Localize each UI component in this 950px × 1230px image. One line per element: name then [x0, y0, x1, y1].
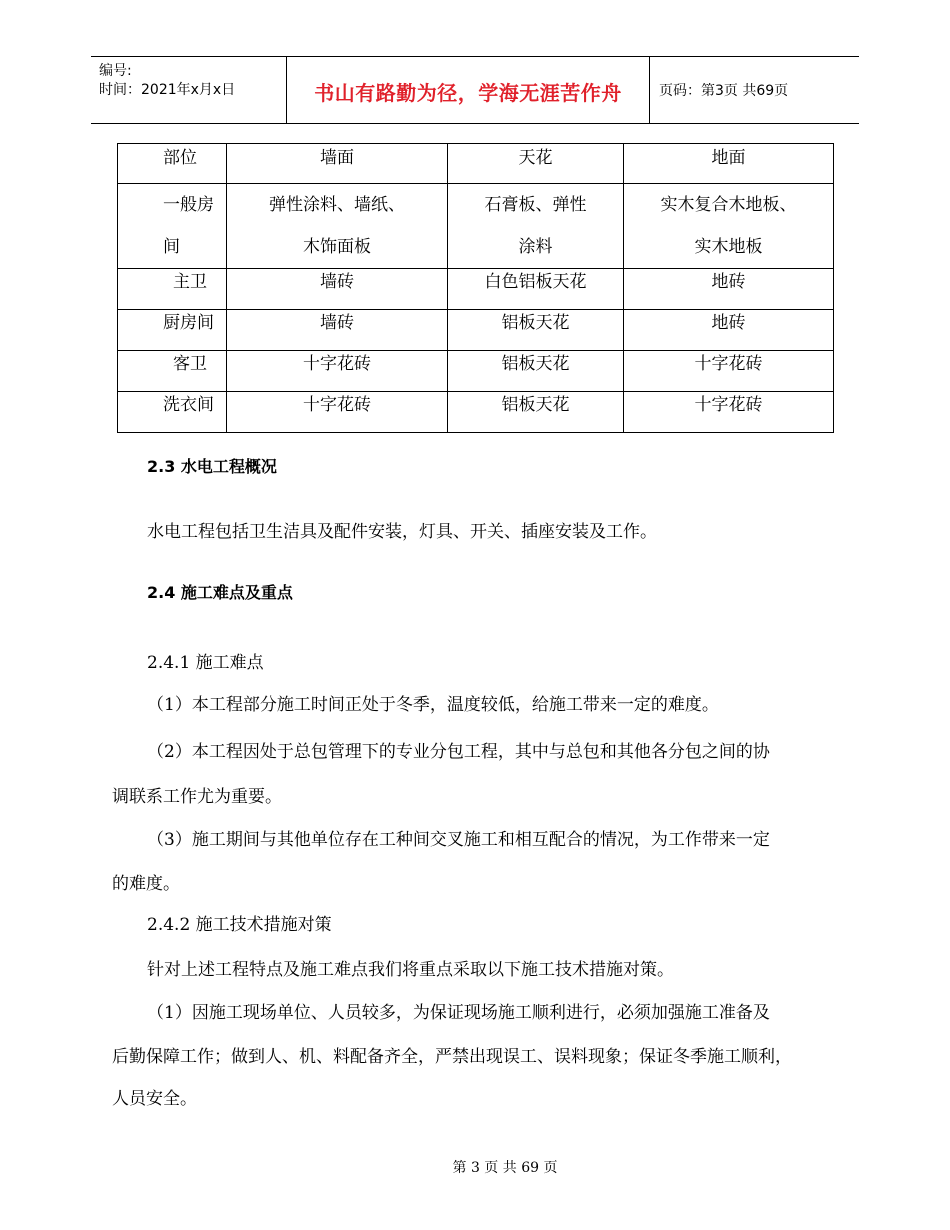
- table-row: [118, 310, 834, 351]
- header-motto: 书山有路勤为径，学海无涯苦作舟: [314, 81, 622, 105]
- table-cell: 铝板天花: [448, 310, 624, 351]
- paragraph: （1）因施工现场单位、人员较多，为保证现场施工顺利进行，必须加强施工准备及: [147, 1003, 770, 1023]
- table-row: [118, 392, 834, 433]
- table-cell: 十字花砖: [227, 351, 448, 392]
- paragraph-continuation: 的难度。: [112, 874, 180, 894]
- table-cell: 石膏板、弹性 涂料: [448, 184, 624, 269]
- table-cell: 十字花砖: [624, 351, 834, 392]
- code-label: 编号:: [99, 63, 132, 79]
- table-cell: 地砖: [624, 269, 834, 310]
- table-cell: 地砖: [624, 310, 834, 351]
- paragraph: 水电工程包括卫生洁具及配件安装，灯具、开关、插座安装及工作。: [147, 522, 657, 542]
- paragraph-continuation: 人员安全。: [112, 1089, 197, 1109]
- table-header-cell: 部位: [118, 144, 227, 184]
- materials-table: [117, 143, 834, 433]
- paragraph: （1）本工程部分施工时间正处于冬季，温度较低，给施工带来一定的难度。: [147, 695, 719, 715]
- table-cell: 铝板天花: [448, 392, 624, 433]
- table-cell: 主卫: [118, 269, 227, 310]
- table-row: [118, 184, 834, 269]
- table-cell: 洗衣间: [118, 392, 227, 433]
- subsection-heading-2-4-2: 2.4.2 施工技术措施对策: [147, 915, 332, 935]
- page-header: [91, 56, 859, 124]
- header-meta: [91, 57, 287, 123]
- table-cell: 客卫: [118, 351, 227, 392]
- paragraph-continuation: 后勤保障工作；做到人、机、料配备齐全，严禁出现误工、误料现象；保证冬季施工顺利，: [112, 1047, 792, 1067]
- header-page-info: 页码：第3页 共69页: [659, 83, 789, 99]
- table-cell: 白色铝板天花: [448, 269, 624, 310]
- table-header-cell: 天花: [448, 144, 624, 184]
- paragraph-continuation: 调联系工作尤为重要。: [112, 787, 282, 807]
- table-cell: 十字花砖: [624, 392, 834, 433]
- table-row: [118, 351, 834, 392]
- table-cell: 墙砖: [227, 310, 448, 351]
- table-cell: 墙砖: [227, 269, 448, 310]
- paragraph: 针对上述工程特点及施工难点我们将重点采取以下施工技术措施对策。: [147, 960, 674, 980]
- header-motto-cell: [287, 57, 650, 123]
- paragraph: （3）施工期间与其他单位存在工种间交叉施工和相互配合的情况，为工作带来一定: [147, 830, 770, 850]
- page-footer: 第 3 页 共 69 页: [452, 1160, 558, 1176]
- table-cell: 弹性涂料、墙纸、 木饰面板: [227, 184, 448, 269]
- table-cell: 十字花砖: [227, 392, 448, 433]
- table-header-row: [118, 144, 834, 184]
- subsection-heading-2-4-1: 2.4.1 施工难点: [147, 653, 264, 673]
- section-heading-2-3: 2.3 水电工程概况: [147, 457, 277, 476]
- section-heading-2-4: 2.4 施工难点及重点: [147, 583, 293, 602]
- time-label: 时间：2021年x月x日: [99, 82, 236, 98]
- table-cell: 铝板天花: [448, 351, 624, 392]
- header-page-cell: [650, 57, 859, 123]
- table-cell: 一般房 间: [118, 184, 227, 269]
- table-cell: 实木复合木地板、 实木地板: [624, 184, 834, 269]
- table-header-cell: 墙面: [227, 144, 448, 184]
- table-cell: 厨房间: [118, 310, 227, 351]
- table-header-cell: 地面: [624, 144, 834, 184]
- paragraph: （2）本工程因处于总包管理下的专业分包工程，其中与总包和其他各分包之间的协: [147, 742, 770, 762]
- table-row: [118, 269, 834, 310]
